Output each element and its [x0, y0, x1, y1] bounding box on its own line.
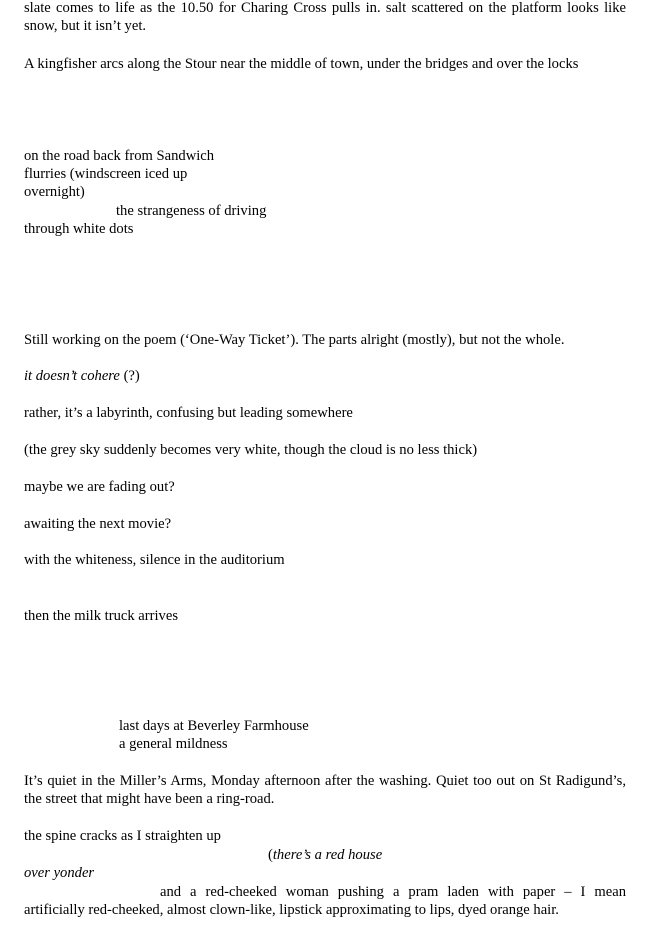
whiteness-line: with the whiteness, silence in the auditorium [24, 552, 285, 568]
fading-line: maybe we are fading out? [24, 479, 175, 495]
woman-line-1: and a red-cheeked woman pushing a pram laden with paper – I mean [160, 884, 626, 900]
farmhouse-line-1: last days at Beverley Farmhouse [119, 718, 309, 734]
coherence-italic: it doesn’t cohere [24, 368, 120, 384]
poem-sandwich-line-3: overnight) [24, 184, 85, 200]
red-house-italic: there’s a red house [272, 847, 383, 863]
poem-sandwich-line-4: the strangeness of driving [116, 203, 267, 219]
poem-sandwich-line-2: flurries (windscreen iced up [24, 166, 188, 182]
grey-sky-line: (the grey sky suddenly becomes very white, though the cloud is no less thick) [24, 442, 478, 458]
paragraph-kingfisher: A kingfisher arcs along the Stour near the middle of town, under the bridges and over the locks [24, 56, 579, 72]
spine-line: the spine cracks as I straighten up [24, 828, 221, 844]
paragraph-working: Still working on the poem (‘One-Way Ticket’). The parts alright (mostly), but not the whole. [24, 332, 565, 348]
red-house-open-paren: ( [268, 847, 273, 863]
red-house-line [268, 846, 382, 864]
milk-truck-line: then the milk truck arrives [24, 608, 178, 624]
paragraph-millers-arms: It’s quiet in the Miller’s Arms, Monday afternoon after the washing. Quiet too out on St Radigund’s, the street that might have been a ring-road. [24, 773, 626, 808]
labyrinth-line: rather, it’s a labyrinth, confusing but leading somewhere [24, 405, 353, 421]
poem-sandwich-line-5: through white dots [24, 221, 134, 237]
movie-line: awaiting the next movie? [24, 516, 172, 532]
coherence-line [24, 367, 140, 385]
paragraph-platform: slate comes to life as the 10.50 for Charing Cross pulls in. salt scattered on the platform looks like snow, but it isn’t yet. [24, 0, 626, 35]
poem-sandwich-line-1: on the road back from Sandwich [24, 148, 215, 164]
woman-line-2: artificially red-cheeked, almost clown-like, lipstick approximating to lips, dyed orange hair. [24, 902, 559, 918]
farmhouse-line-2: a general mildness [119, 736, 228, 752]
coherence-rest: (?) [119, 368, 140, 384]
over-yonder-line: over yonder [24, 865, 95, 881]
